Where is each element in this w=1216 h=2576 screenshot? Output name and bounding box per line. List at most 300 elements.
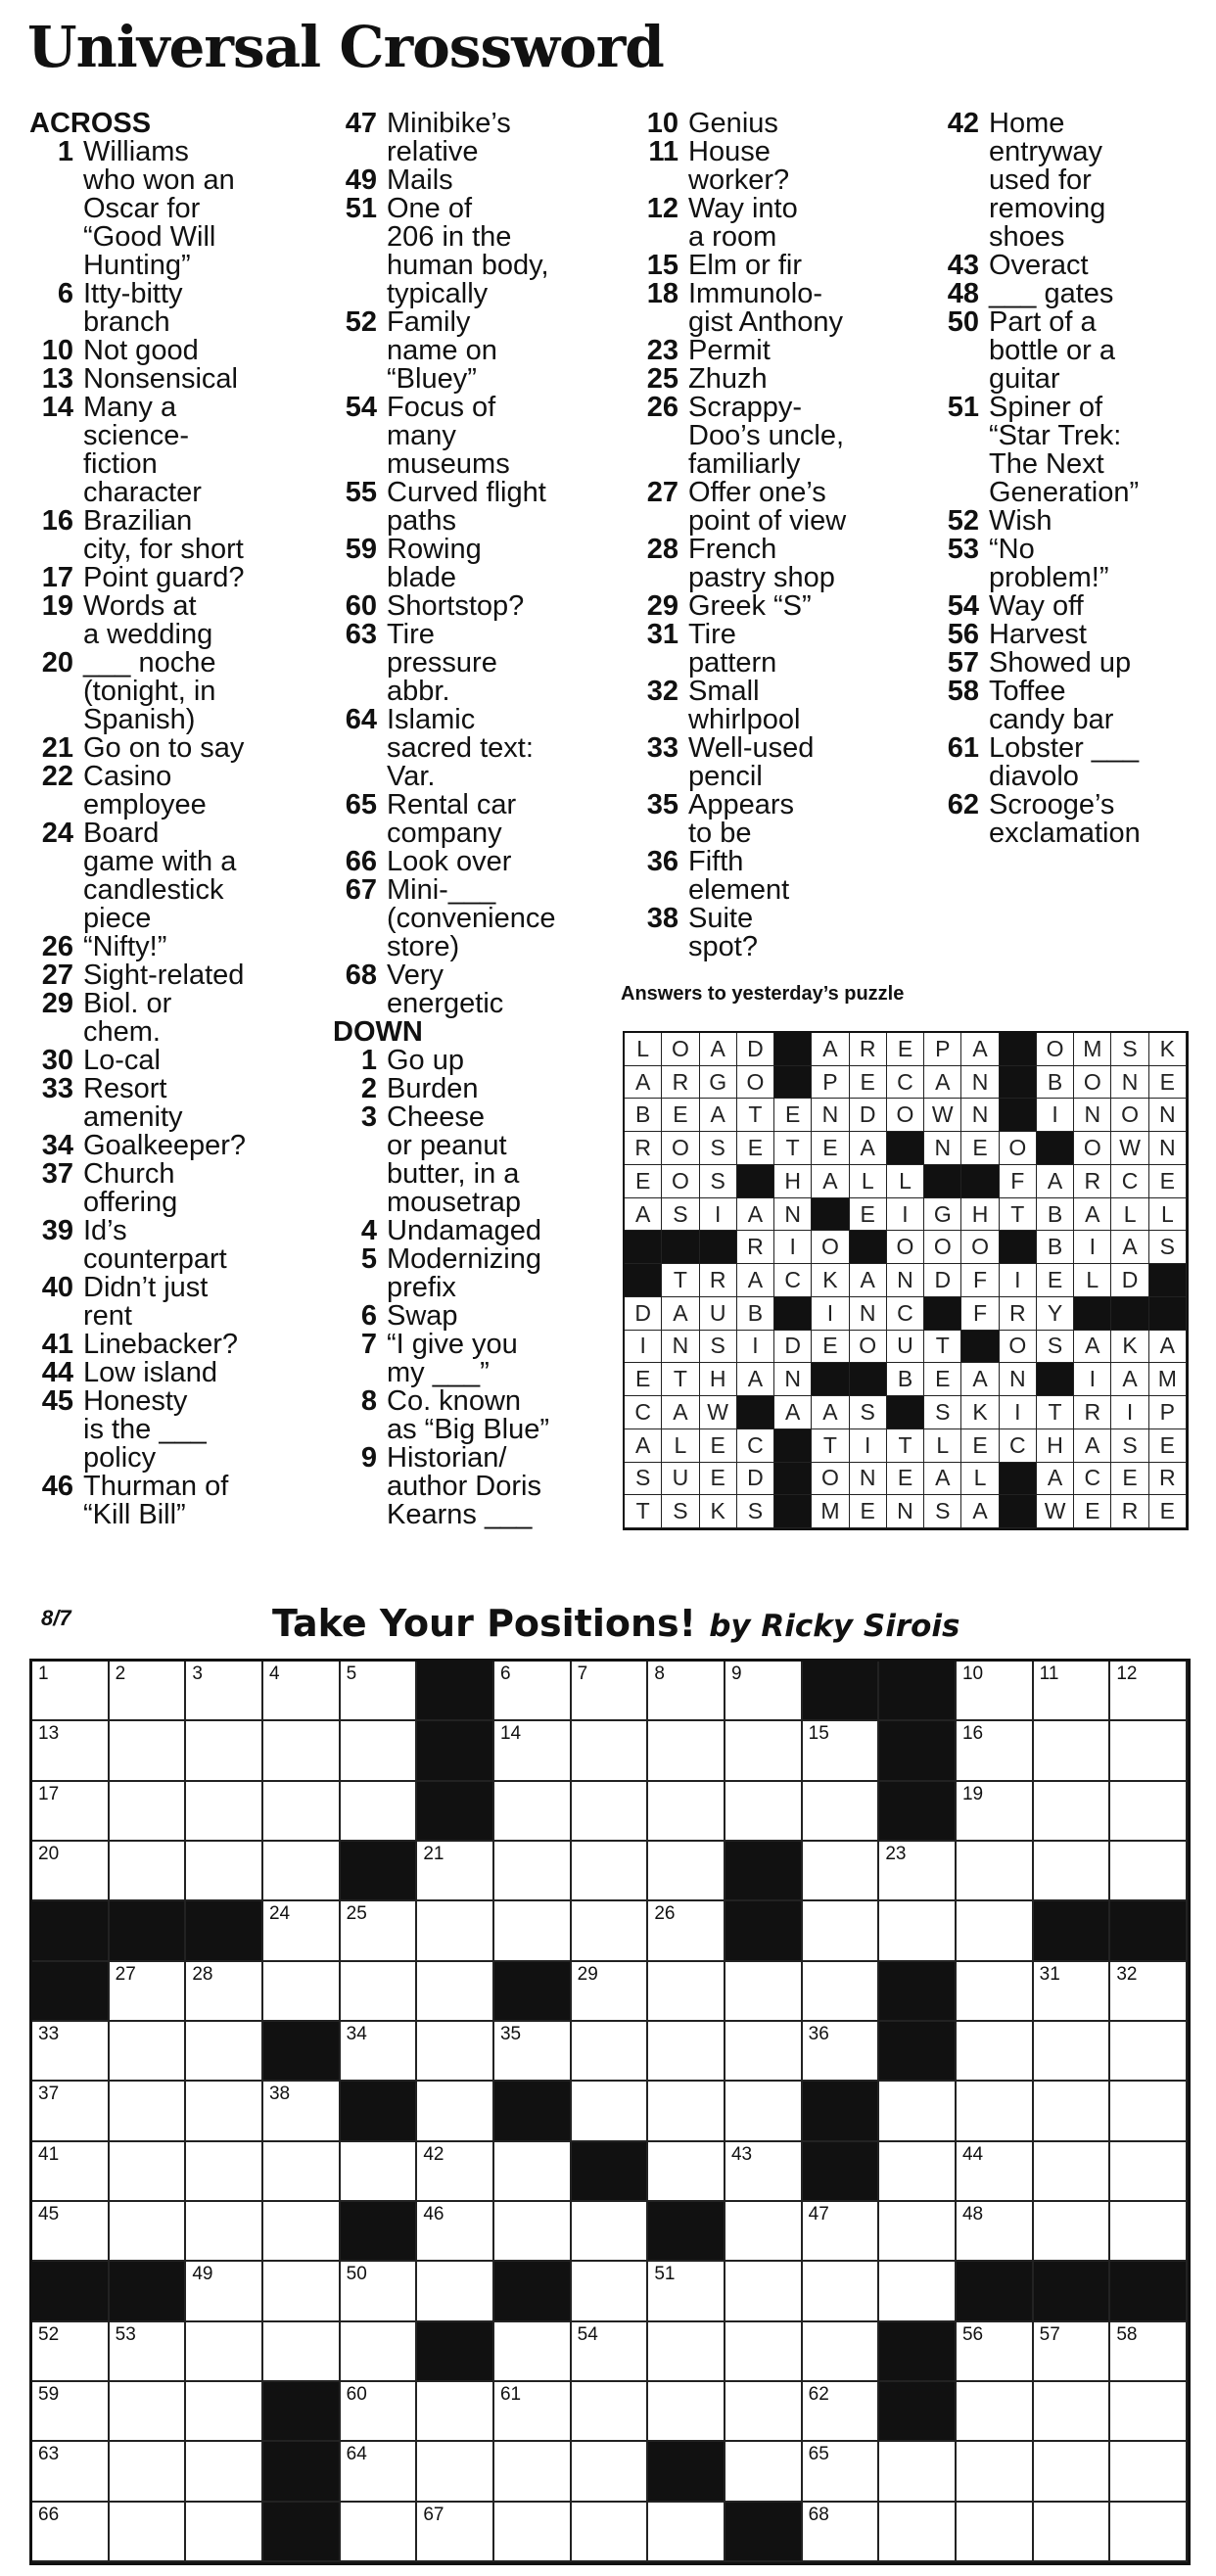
grid-cell[interactable] [803,2262,880,2321]
answer-cell: O [662,1165,699,1198]
grid-cell[interactable] [803,1962,880,2022]
down-clue[interactable] [634,280,928,337]
answer-cell: N [961,1066,999,1100]
grid-cell[interactable] [1110,2503,1188,2562]
cell-number: 65 [808,2444,829,2465]
black-square [263,2503,341,2562]
black-square [887,1132,924,1165]
grid-cell[interactable] [494,2442,572,2502]
down-clue[interactable] [634,621,928,678]
grid-cell[interactable] [879,2082,957,2141]
across-clue[interactable] [333,394,627,479]
grid-cell[interactable] [417,2142,494,2202]
grid-cell[interactable] [1110,1962,1188,2022]
grid-cell[interactable] [572,2022,649,2082]
grid-cell[interactable] [341,1901,418,1961]
grid-cell[interactable] [572,2082,649,2141]
across-clue[interactable] [29,394,323,507]
grid-cell[interactable] [263,1721,341,1781]
clue-number: 26 [41,931,73,962]
answer-cell: E [812,1132,849,1165]
across-clue[interactable] [333,536,627,592]
grid-cell[interactable] [417,1901,494,1961]
grid-cell[interactable] [572,1721,649,1781]
grid-cell[interactable] [494,1662,572,1721]
grid-cell[interactable] [341,1782,418,1842]
down-clue[interactable] [935,649,1216,678]
grid-cell[interactable] [725,1662,803,1721]
grid-cell[interactable] [110,2142,187,2202]
down-clue[interactable] [333,1047,627,1075]
grid-cell[interactable] [110,2382,187,2442]
grid-cell[interactable] [494,1782,572,1842]
grid-cell[interactable] [1034,1842,1111,1901]
down-clue[interactable] [333,1245,627,1302]
grid-cell[interactable] [186,2382,263,2442]
grid-cell[interactable] [1110,2142,1188,2202]
grid-cell[interactable] [1110,2442,1188,2502]
grid-cell[interactable] [32,1721,110,1781]
cell-number: 1 [38,1663,49,1684]
grid-cell[interactable] [648,1842,725,1901]
grid-cell[interactable] [1034,1782,1111,1842]
down-clue[interactable] [634,905,928,961]
grid-cell[interactable] [648,2382,725,2442]
across-clue[interactable] [333,848,627,876]
grid-cell[interactable] [32,2322,110,2382]
grid-cell[interactable] [186,2442,263,2502]
grid-cell[interactable] [263,2322,341,2382]
down-clue[interactable] [935,592,1216,621]
answer-cell: E [1037,1264,1074,1297]
grid-cell[interactable] [110,2082,187,2141]
down-clue[interactable] [333,1444,627,1529]
grid-cell[interactable] [263,1901,341,1961]
grid-cell[interactable] [803,2442,880,2502]
grid-cell[interactable] [110,1662,187,1721]
down-clue[interactable] [634,479,928,536]
grid-cell[interactable] [417,1842,494,1901]
down-clue[interactable] [634,678,928,734]
grid-cell[interactable] [803,2322,880,2382]
clue-text: Scrooge’s exclamation [989,789,1141,849]
grid-cell[interactable] [32,1662,110,1721]
grid-cell[interactable] [494,2322,572,2382]
grid-cell[interactable] [648,1721,725,1781]
grid-cell[interactable] [572,1662,649,1721]
answer-cell: A [625,1198,662,1232]
grid-cell[interactable] [725,2142,803,2202]
grid-cell[interactable] [186,1782,263,1842]
grid-cell[interactable] [725,1962,803,2022]
across-clue[interactable] [29,592,323,649]
grid-cell[interactable] [110,1782,187,1842]
grid-cell[interactable] [572,2503,649,2562]
grid-cell[interactable] [341,2022,418,2082]
down-clue[interactable] [634,536,928,592]
grid-cell[interactable] [572,2442,649,2502]
down-clue[interactable] [935,507,1216,536]
grid-cell[interactable] [803,2382,880,2442]
clue-text: House worker? [688,136,790,196]
across-clue[interactable] [333,308,627,394]
grid-cell[interactable] [32,2142,110,2202]
grid-cell[interactable] [957,2082,1034,2141]
down-clue[interactable] [634,252,928,280]
across-clue[interactable] [29,933,323,961]
grid-cell[interactable] [494,2142,572,2202]
grid-cell[interactable] [186,2262,263,2321]
answer-cell: A [961,1495,999,1528]
grid-cell[interactable] [32,2082,110,2141]
grid-cell[interactable] [186,1662,263,1721]
grid-cell[interactable] [648,2142,725,2202]
down-clue[interactable] [935,308,1216,394]
grid-cell[interactable] [1110,2322,1188,2382]
grid-cell[interactable] [110,1721,187,1781]
grid-cell[interactable] [725,2202,803,2262]
grid-cell[interactable] [186,2022,263,2082]
down-clue[interactable] [935,110,1216,252]
grid-cell[interactable] [957,1901,1034,1961]
grid-cell[interactable] [186,2503,263,2562]
across-clue[interactable] [29,820,323,933]
grid-cell[interactable] [263,2202,341,2262]
grid-cell[interactable] [341,2442,418,2502]
grid-cell[interactable] [879,1842,957,1901]
down-clue[interactable] [634,791,928,848]
across-clue[interactable] [29,1473,323,1529]
grid-cell[interactable] [186,1721,263,1781]
grid-cell[interactable] [110,2022,187,2082]
down-clue[interactable] [935,252,1216,280]
across-clue[interactable] [333,479,627,536]
grid-cell[interactable] [1034,2503,1111,2562]
grid-cell[interactable] [957,2442,1034,2502]
grid-cell[interactable] [879,2142,957,2202]
clue-number: 35 [646,789,678,820]
grid-cell[interactable] [1110,2082,1188,2141]
grid-cell[interactable] [1110,2382,1188,2442]
grid-cell[interactable] [648,2082,725,2141]
grid-cell[interactable] [725,2082,803,2141]
answer-cell: B [887,1363,924,1396]
grid-cell[interactable] [417,1962,494,2022]
grid-cell[interactable] [110,1842,187,1901]
down-clue[interactable] [634,138,928,195]
grid-cell[interactable] [957,2202,1034,2262]
grid-cell[interactable] [494,2202,572,2262]
clue-number: 37 [41,1158,73,1190]
grid-cell[interactable] [1034,2142,1111,2202]
grid-cell[interactable] [803,1782,880,1842]
down-clue[interactable] [634,394,928,479]
down-clue[interactable] [634,110,928,138]
grid-cell[interactable] [341,2262,418,2321]
grid-cell[interactable] [725,2022,803,2082]
grid-cell[interactable] [803,2202,880,2262]
answer-cell: E [1149,1165,1187,1198]
grid-cell[interactable] [263,1962,341,2022]
down-clue[interactable] [935,621,1216,649]
grid-cell[interactable] [494,1901,572,1961]
grid-cell[interactable] [110,2202,187,2262]
across-clue[interactable] [29,734,323,763]
grid-cell[interactable] [186,1962,263,2022]
down-clue[interactable] [634,337,928,365]
grid-cell[interactable] [1034,1662,1111,1721]
grid-cell[interactable] [494,2503,572,2562]
down-clue[interactable] [333,1217,627,1245]
across-clue[interactable] [29,138,323,280]
grid-cell[interactable] [648,1962,725,2022]
down-clue[interactable] [333,1103,627,1217]
down-clue[interactable] [634,592,928,621]
across-clue[interactable] [29,1274,323,1331]
across-clue[interactable] [333,621,627,706]
grid-cell[interactable] [648,2503,725,2562]
grid-cell[interactable] [417,2503,494,2562]
clue-number: 14 [41,392,73,423]
grid-cell[interactable] [1034,1962,1111,2022]
grid-cell[interactable] [341,2142,418,2202]
grid-cell[interactable] [572,1782,649,1842]
across-clue[interactable] [333,961,627,1018]
grid-cell[interactable] [32,1782,110,1842]
grid-cell[interactable] [1034,2022,1111,2082]
grid-cell[interactable] [32,2503,110,2562]
grid-cell[interactable] [572,1962,649,2022]
grid-cell[interactable] [957,1662,1034,1721]
grid-cell[interactable] [648,2022,725,2082]
across-clue[interactable] [333,110,627,166]
grid-cell[interactable] [725,1721,803,1781]
grid-cell[interactable] [341,2382,418,2442]
grid-cell[interactable] [341,1721,418,1781]
grid-cell[interactable] [803,1901,880,1961]
clue-text: “No problem!” [989,534,1109,593]
across-clue[interactable] [29,990,323,1047]
across-clue[interactable] [29,337,323,365]
down-clue[interactable] [935,280,1216,308]
grid-cell[interactable] [957,2142,1034,2202]
across-clue[interactable] [29,1387,323,1473]
down-clue[interactable] [935,791,1216,848]
grid-cell[interactable] [1110,1842,1188,1901]
grid-cell[interactable] [186,1842,263,1901]
black-square [774,1033,812,1066]
grid-cell[interactable] [494,1721,572,1781]
grid-cell[interactable] [1110,2202,1188,2262]
down-clue[interactable] [333,1331,627,1387]
grid-cell[interactable] [32,2382,110,2442]
grid-cell[interactable] [1110,1721,1188,1781]
grid-cell[interactable] [263,1782,341,1842]
clue-number: 5 [360,1243,377,1275]
across-clue[interactable] [29,1359,323,1387]
grid-cell[interactable] [572,2262,649,2321]
grid-cell[interactable] [572,1901,649,1961]
down-clue[interactable] [935,734,1216,791]
grid-cell[interactable] [1034,2082,1111,2141]
down-clue[interactable] [634,365,928,394]
grid-cell[interactable] [648,2322,725,2382]
grid-cell[interactable] [1034,2322,1111,2382]
black-square [1037,1363,1074,1396]
grid-cell[interactable] [725,1782,803,1842]
down-clue[interactable] [935,394,1216,507]
down-clue[interactable] [333,1387,627,1444]
across-clue[interactable] [333,166,627,195]
across-clue[interactable] [29,1160,323,1217]
clue-number: 49 [345,164,377,196]
grid-cell[interactable] [32,2442,110,2502]
grid-cell[interactable] [725,2442,803,2502]
grid-cell[interactable] [1034,2442,1111,2502]
across-clue[interactable] [333,706,627,791]
across-clue[interactable] [333,592,627,621]
grid-cell[interactable] [110,1962,187,2022]
grid-cell[interactable] [32,2202,110,2262]
grid-cell[interactable] [32,2022,110,2082]
down-clue[interactable] [634,195,928,252]
across-clue[interactable] [29,280,323,337]
clue-text: Go up [387,1045,464,1076]
grid-cell[interactable] [803,1721,880,1781]
answer-cell: W [700,1396,737,1429]
grid-cell[interactable] [957,2503,1034,2562]
across-clue[interactable] [333,195,627,308]
across-clue[interactable] [29,961,323,990]
grid-cell[interactable] [417,2202,494,2262]
across-clue[interactable] [29,649,323,734]
down-clue[interactable] [935,678,1216,734]
grid-cell[interactable] [957,1721,1034,1781]
grid-cell[interactable] [879,2442,957,2502]
grid-cell[interactable] [879,1901,957,1961]
across-clue[interactable] [29,564,323,592]
grid-cell[interactable] [417,2262,494,2321]
grid-cell[interactable] [1110,1662,1188,1721]
grid-cell[interactable] [803,2022,880,2082]
across-clue[interactable] [29,1217,323,1274]
grid-cell[interactable] [572,2322,649,2382]
answer-cell: O [887,1099,924,1132]
grid-cell[interactable] [957,1782,1034,1842]
clue-text: Nonsensical [83,363,238,395]
grid-cell[interactable] [341,2503,418,2562]
clue-number: 45 [41,1385,73,1417]
grid-cell[interactable] [186,2202,263,2262]
grid-cell[interactable] [263,1662,341,1721]
grid-cell[interactable] [1034,2202,1111,2262]
grid-cell[interactable] [725,2382,803,2442]
grid-cell[interactable] [1034,1721,1111,1781]
across-clue[interactable] [29,1331,323,1359]
answer-cell: E [625,1363,662,1396]
clue-number: 65 [345,789,377,820]
grid-cell[interactable] [263,2082,341,2141]
grid-cell[interactable] [110,2322,187,2382]
across-clue[interactable] [29,507,323,564]
across-clue[interactable] [29,1132,323,1160]
down-clue[interactable] [333,1302,627,1331]
grid-cell[interactable] [879,2262,957,2321]
grid-cell[interactable] [186,2322,263,2382]
grid-cell[interactable] [725,2262,803,2321]
grid-cell[interactable] [494,2022,572,2082]
grid-cell[interactable] [879,2202,957,2262]
down-clue[interactable] [634,848,928,905]
grid-cell[interactable] [803,1842,880,1901]
grid-cell[interactable] [1110,2022,1188,2082]
answer-cell: S [1149,1231,1187,1264]
grid-cell[interactable] [417,2442,494,2502]
clue-number: 29 [41,988,73,1019]
grid-cell[interactable] [648,1901,725,1961]
answer-cell: W [1037,1495,1074,1528]
grid-cell[interactable] [957,2022,1034,2082]
grid-cell[interactable] [957,2382,1034,2442]
grid-cell[interactable] [263,2142,341,2202]
grid-cell[interactable] [263,2262,341,2321]
down-clue[interactable] [333,1075,627,1103]
grid-cell[interactable] [110,2503,187,2562]
grid-cell[interactable] [1034,2382,1111,2442]
grid-cell[interactable] [32,1842,110,1901]
answer-cell: N [1074,1099,1111,1132]
grid-cell[interactable] [648,1662,725,1721]
across-clue[interactable] [29,365,323,394]
grid-cell[interactable] [110,2442,187,2502]
across-clue[interactable] [333,876,627,961]
grid-cell[interactable] [572,2382,649,2442]
grid-cell[interactable] [572,1842,649,1901]
grid-cell[interactable] [341,1662,418,1721]
cell-number: 66 [38,2504,60,2525]
grid-cell[interactable] [803,2503,880,2562]
grid-cell[interactable] [725,2322,803,2382]
grid-cell[interactable] [341,2322,418,2382]
grid-cell[interactable] [417,2082,494,2141]
grid-cell[interactable] [417,2382,494,2442]
across-clue[interactable] [333,791,627,848]
grid-cell[interactable] [494,2382,572,2442]
grid-cell[interactable] [186,2082,263,2141]
across-clue[interactable] [29,763,323,820]
grid-cell[interactable] [648,1782,725,1842]
grid-cell[interactable] [341,1962,418,2022]
across-clue[interactable] [29,1047,323,1075]
clue-text: Curved flight paths [387,477,546,537]
grid-cell[interactable] [417,2022,494,2082]
grid-cell[interactable] [494,1842,572,1901]
grid-cell[interactable] [957,1962,1034,2022]
clue-text: Small whirlpool [688,676,801,735]
grid-cell[interactable] [263,1842,341,1901]
grid-cell[interactable] [186,2142,263,2202]
grid-cell[interactable] [648,2262,725,2321]
grid-cell[interactable] [1110,1782,1188,1842]
puzzle-date: 8/7 [41,1606,71,1630]
grid-cell[interactable] [957,1842,1034,1901]
down-clue[interactable] [634,734,928,791]
grid-cell[interactable] [957,2322,1034,2382]
down-clue[interactable] [935,536,1216,592]
grid-cell[interactable] [879,2503,957,2562]
grid-cell[interactable] [572,2202,649,2262]
across-clue[interactable] [29,1075,323,1132]
